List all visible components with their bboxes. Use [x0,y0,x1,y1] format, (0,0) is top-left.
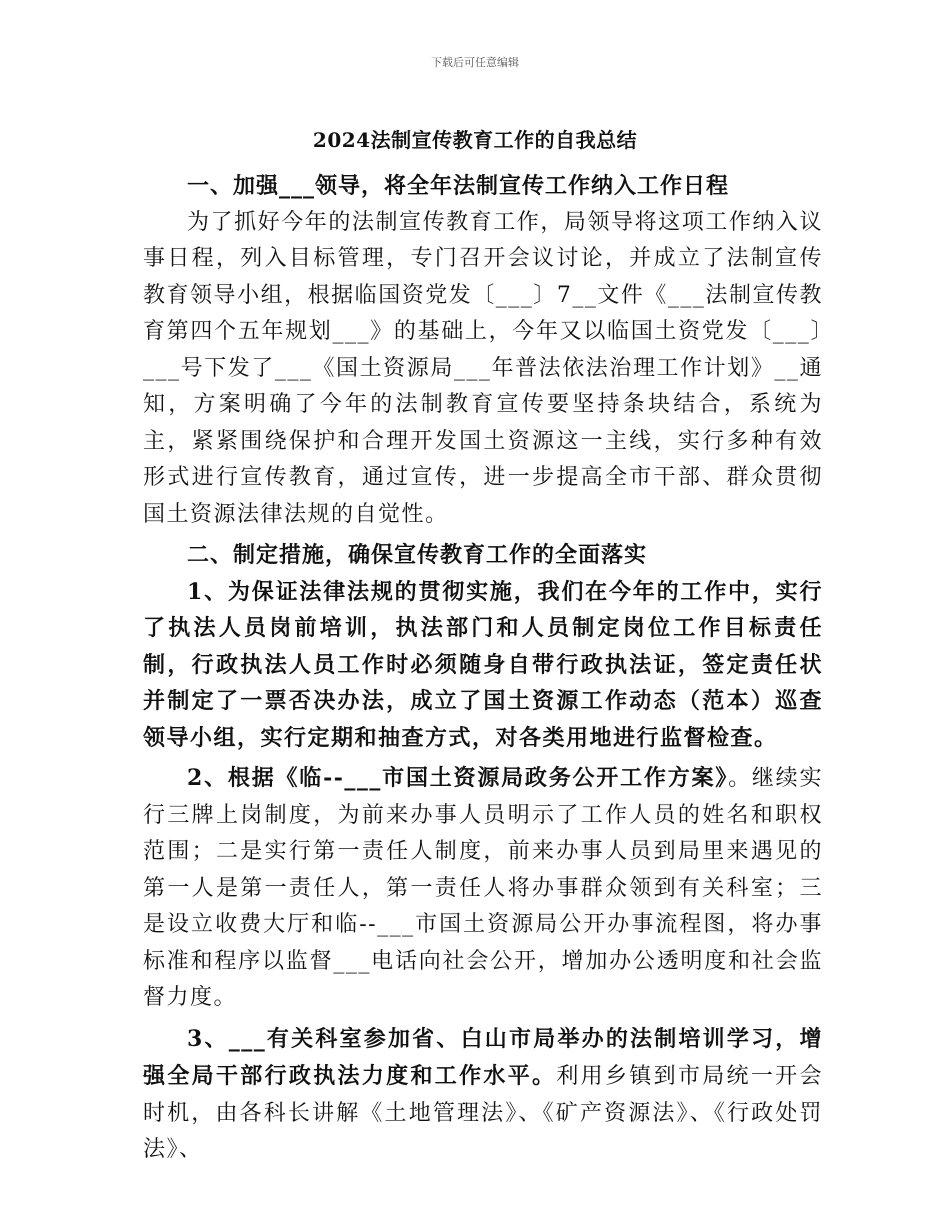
section-2-item-2 [143,760,823,1017]
section-1-heading: 一、加强___领导，将全年法制宣传工作纳入工作日程 [187,173,730,199]
document-body [143,168,823,1169]
section-2-item-2-lead: 2、根据《临--___市国土资源局政务公开工作方案》 [187,765,729,791]
section-2-item-3 [143,1021,823,1169]
page-header-note: 下载后可任意编辑 [431,56,519,69]
section-1-paragraph: 为了抓好今年的法制宣传教育工作，局领导将这项工作纳入议事日程，列入目标管理，专门召开会议讨论，并成立了法制宣传教育领导小组，根据临国资党发〔___〕7__文件《___法制宣传教育第四个五年规划___》的基础上，今年又以临国土资党发〔___〕___号下发了___《国土资源局___年普法依法治理工作计划》__通知，方案明确了今年的法制教育宣传要坚持条块结合，系统为主，紧紧围绕保护和合理开发国土资源这一主线，实行多种有效形式进行宣传教育，通过宣传，进一步提高全市干部、群众贯彻国土资源法律法规的自觉性。 [143,209,823,527]
section-2-item-2-body: 。继续实行三牌上岗制度，为前来办事人员明示了工作人员的姓名和职权范围；二是实行第一责任人制度，前来办事人员到局里来遇见的第一人是第一责任人，第一责任人将办事群众领到有关科室；三是设立收费大厅和临--___市国土资源局公开办事流程图，将办事标准和程序以监督___电话向社会公开，增加办公透明度和社会监督力度。 [143,766,823,1010]
section-2-item-3-lead: 3、___有关科室参加省、白山市局举办的法制培训学习，增强全局干部行政执法力度和工作水平。 [143,1025,823,1089]
section-2-item-1: 1、为保证法律法规的贯彻实施，我们在今年的工作中，实行了执法人员岗前培训，执法部门和人员制定岗位工作目标责任制，行政执法人员工作时必须随身自带行政执法证，签定责任状并制定了一票否决办法，成立了国土资源工作动态（范本）巡查领导小组，实行定期和抽查方式，对各类用地进行监督检查。 [143,578,823,751]
section-2-heading: 二、制定措施，确保宣传教育工作的全面落实 [187,542,648,568]
document-title: 2024法制宣传教育工作的自我总结 [312,128,638,152]
section-2-item-3-body: 利用乡镇到市局统一开会时机，由各科长讲解《土地管理法》、《矿产资源法》、《行政处罚法》、 [143,1064,823,1162]
